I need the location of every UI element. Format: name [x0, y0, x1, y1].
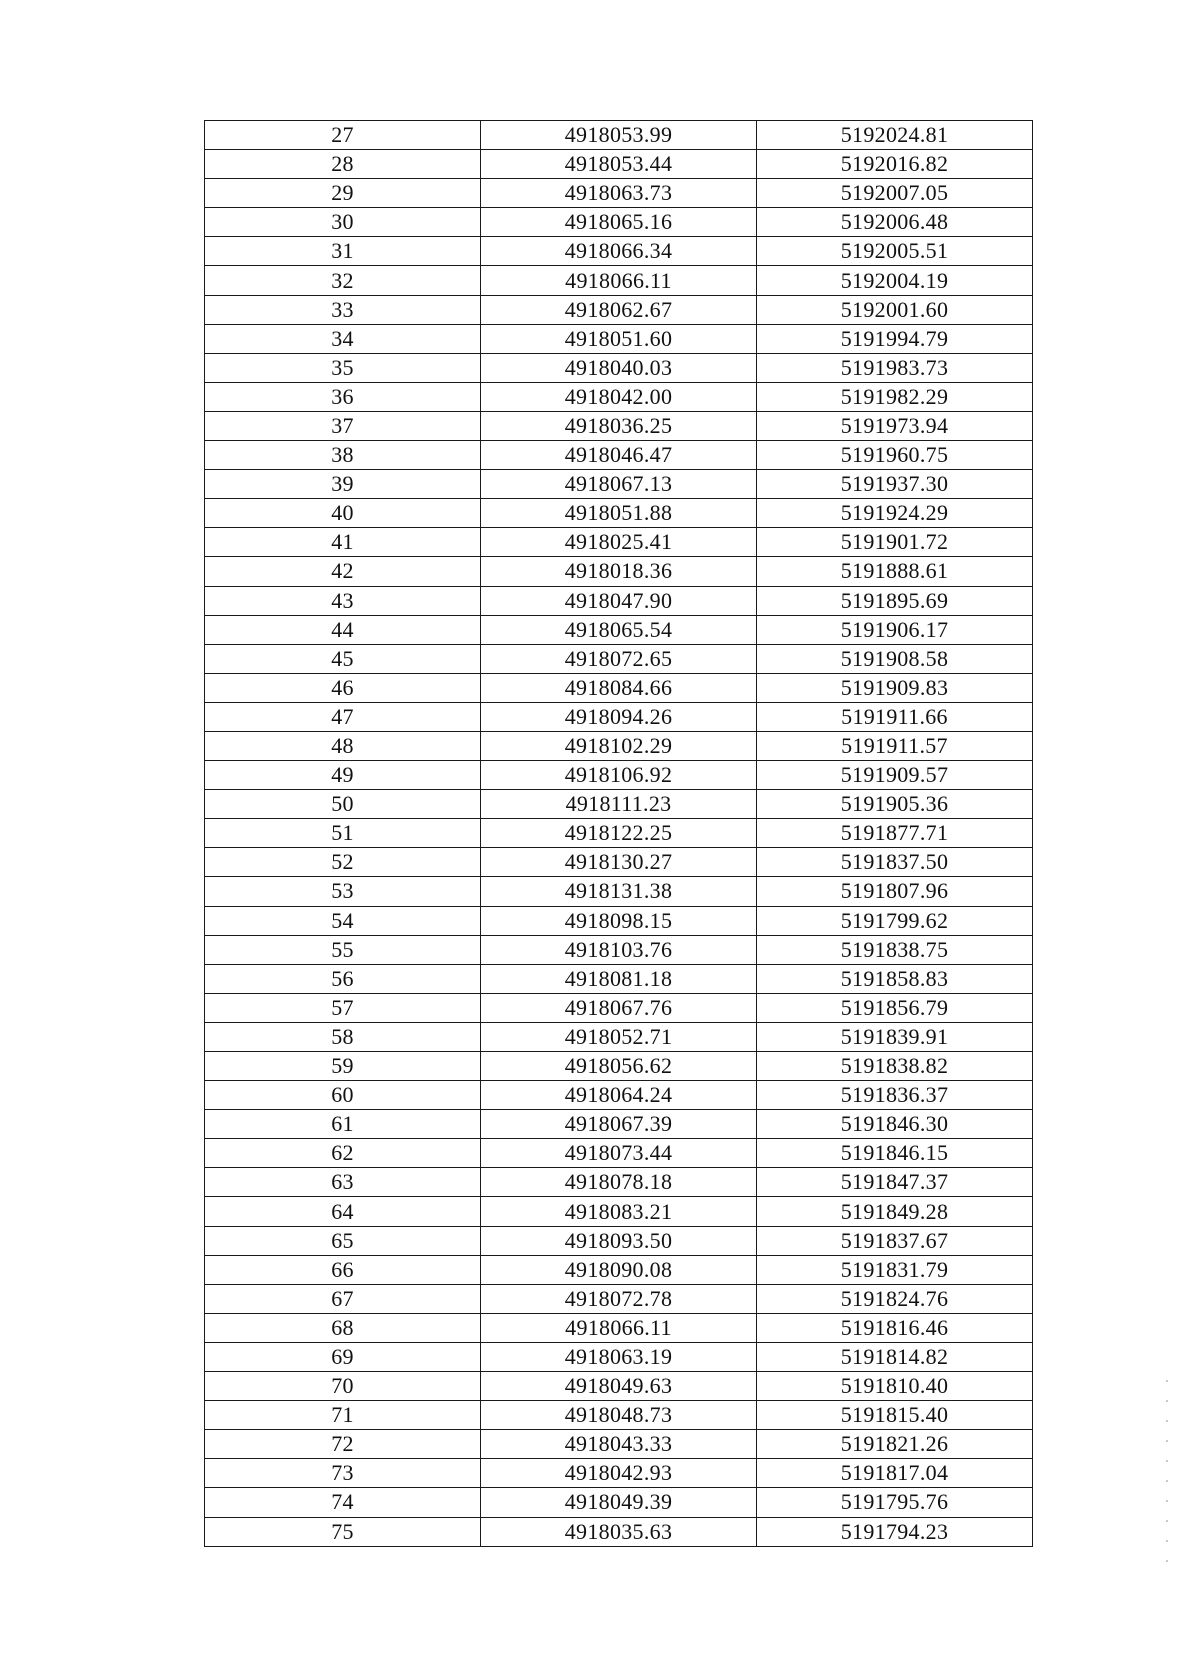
y-coordinate-cell: 5191906.17 [757, 615, 1033, 644]
table-row [205, 150, 1033, 179]
table-row [205, 266, 1033, 295]
x-coordinate-cell: 4918111.23 [481, 790, 757, 819]
x-coordinate-cell: 4918040.03 [481, 353, 757, 382]
point-number-cell: 30 [205, 208, 481, 237]
table-row [205, 1401, 1033, 1430]
point-number-cell: 38 [205, 441, 481, 470]
point-number-cell: 69 [205, 1342, 481, 1371]
table-row [205, 1139, 1033, 1168]
x-coordinate-cell: 4918067.76 [481, 993, 757, 1022]
x-coordinate-cell: 4918084.66 [481, 673, 757, 702]
table-row [205, 993, 1033, 1022]
table-row [205, 761, 1033, 790]
x-coordinate-cell: 4918049.63 [481, 1372, 757, 1401]
table-row [205, 1168, 1033, 1197]
point-number-cell: 29 [205, 179, 481, 208]
y-coordinate-cell: 5191901.72 [757, 528, 1033, 557]
x-coordinate-cell: 4918064.24 [481, 1081, 757, 1110]
y-coordinate-cell: 5191807.96 [757, 877, 1033, 906]
table-row [205, 1342, 1033, 1371]
table-row [205, 528, 1033, 557]
point-number-cell: 39 [205, 470, 481, 499]
point-number-cell: 34 [205, 324, 481, 353]
point-number-cell: 41 [205, 528, 481, 557]
x-coordinate-cell: 4918093.50 [481, 1226, 757, 1255]
point-number-cell: 54 [205, 906, 481, 935]
x-coordinate-cell: 4918062.67 [481, 295, 757, 324]
y-coordinate-cell: 5191814.82 [757, 1342, 1033, 1371]
x-coordinate-cell: 4918053.99 [481, 121, 757, 150]
point-number-cell: 71 [205, 1401, 481, 1430]
table-row [205, 790, 1033, 819]
point-number-cell: 43 [205, 586, 481, 615]
point-number-cell: 40 [205, 499, 481, 528]
x-coordinate-cell: 4918073.44 [481, 1139, 757, 1168]
y-coordinate-cell: 5191909.57 [757, 761, 1033, 790]
table-row [205, 1488, 1033, 1517]
table-row [205, 644, 1033, 673]
table-row [205, 324, 1033, 353]
point-number-cell: 33 [205, 295, 481, 324]
point-number-cell: 57 [205, 993, 481, 1022]
point-number-cell: 72 [205, 1430, 481, 1459]
y-coordinate-cell: 5191815.40 [757, 1401, 1033, 1430]
x-coordinate-cell: 4918042.93 [481, 1459, 757, 1488]
point-number-cell: 61 [205, 1110, 481, 1139]
x-coordinate-cell: 4918067.39 [481, 1110, 757, 1139]
point-number-cell: 47 [205, 702, 481, 731]
point-number-cell: 70 [205, 1372, 481, 1401]
y-coordinate-cell: 5191831.79 [757, 1255, 1033, 1284]
x-coordinate-cell: 4918098.15 [481, 906, 757, 935]
point-number-cell: 67 [205, 1284, 481, 1313]
table-row [205, 121, 1033, 150]
x-coordinate-cell: 4918018.36 [481, 557, 757, 586]
table-row [205, 1430, 1033, 1459]
y-coordinate-cell: 5191924.29 [757, 499, 1033, 528]
point-number-cell: 53 [205, 877, 481, 906]
x-coordinate-cell: 4918063.73 [481, 179, 757, 208]
x-coordinate-cell: 4918067.13 [481, 470, 757, 499]
x-coordinate-cell: 4918051.88 [481, 499, 757, 528]
x-coordinate-cell: 4918106.92 [481, 761, 757, 790]
x-coordinate-cell: 4918094.26 [481, 702, 757, 731]
table-row [205, 1081, 1033, 1110]
table-row [205, 1517, 1033, 1546]
table-row [205, 935, 1033, 964]
table-row [205, 1313, 1033, 1342]
point-number-cell: 56 [205, 964, 481, 993]
scan-margin-marks [1164, 1380, 1170, 1620]
y-coordinate-cell: 5191909.83 [757, 673, 1033, 702]
table-row [205, 382, 1033, 411]
point-number-cell: 45 [205, 644, 481, 673]
x-coordinate-cell: 4918063.19 [481, 1342, 757, 1371]
y-coordinate-cell: 5191911.57 [757, 731, 1033, 760]
point-number-cell: 32 [205, 266, 481, 295]
y-coordinate-cell: 5191849.28 [757, 1197, 1033, 1226]
coordinates-table-body [205, 121, 1033, 1547]
y-coordinate-cell: 5191858.83 [757, 964, 1033, 993]
table-row [205, 441, 1033, 470]
x-coordinate-cell: 4918051.60 [481, 324, 757, 353]
y-coordinate-cell: 5192007.05 [757, 179, 1033, 208]
y-coordinate-cell: 5191994.79 [757, 324, 1033, 353]
table-row [205, 731, 1033, 760]
x-coordinate-cell: 4918049.39 [481, 1488, 757, 1517]
table-row [205, 1255, 1033, 1284]
x-coordinate-cell: 4918043.33 [481, 1430, 757, 1459]
point-number-cell: 64 [205, 1197, 481, 1226]
y-coordinate-cell: 5191817.04 [757, 1459, 1033, 1488]
table-row [205, 1197, 1033, 1226]
y-coordinate-cell: 5192001.60 [757, 295, 1033, 324]
y-coordinate-cell: 5191816.46 [757, 1313, 1033, 1342]
x-coordinate-cell: 4918056.62 [481, 1052, 757, 1081]
y-coordinate-cell: 5191794.23 [757, 1517, 1033, 1546]
x-coordinate-cell: 4918103.76 [481, 935, 757, 964]
table-row [205, 1226, 1033, 1255]
point-number-cell: 59 [205, 1052, 481, 1081]
y-coordinate-cell: 5192016.82 [757, 150, 1033, 179]
table-row [205, 499, 1033, 528]
table-row [205, 1372, 1033, 1401]
point-number-cell: 28 [205, 150, 481, 179]
x-coordinate-cell: 4918066.11 [481, 1313, 757, 1342]
point-number-cell: 73 [205, 1459, 481, 1488]
table-row [205, 470, 1033, 499]
x-coordinate-cell: 4918048.73 [481, 1401, 757, 1430]
table-row [205, 295, 1033, 324]
x-coordinate-cell: 4918042.00 [481, 382, 757, 411]
table-row [205, 237, 1033, 266]
x-coordinate-cell: 4918130.27 [481, 848, 757, 877]
y-coordinate-cell: 5191888.61 [757, 557, 1033, 586]
table-row [205, 906, 1033, 935]
x-coordinate-cell: 4918102.29 [481, 731, 757, 760]
x-coordinate-cell: 4918122.25 [481, 819, 757, 848]
y-coordinate-cell: 5191795.76 [757, 1488, 1033, 1517]
table-row [205, 1052, 1033, 1081]
y-coordinate-cell: 5191911.66 [757, 702, 1033, 731]
table-row [205, 1022, 1033, 1051]
x-coordinate-cell: 4918052.71 [481, 1022, 757, 1051]
coordinates-table [204, 120, 1033, 1547]
y-coordinate-cell: 5191937.30 [757, 470, 1033, 499]
point-number-cell: 31 [205, 237, 481, 266]
point-number-cell: 27 [205, 121, 481, 150]
x-coordinate-cell: 4918035.63 [481, 1517, 757, 1546]
y-coordinate-cell: 5192024.81 [757, 121, 1033, 150]
y-coordinate-cell: 5191982.29 [757, 382, 1033, 411]
table-row [205, 353, 1033, 382]
y-coordinate-cell: 5192005.51 [757, 237, 1033, 266]
table-row [205, 179, 1033, 208]
point-number-cell: 66 [205, 1255, 481, 1284]
point-number-cell: 36 [205, 382, 481, 411]
table-row [205, 615, 1033, 644]
point-number-cell: 49 [205, 761, 481, 790]
x-coordinate-cell: 4918083.21 [481, 1197, 757, 1226]
table-row [205, 702, 1033, 731]
point-number-cell: 51 [205, 819, 481, 848]
x-coordinate-cell: 4918081.18 [481, 964, 757, 993]
point-number-cell: 48 [205, 731, 481, 760]
x-coordinate-cell: 4918065.16 [481, 208, 757, 237]
table-row [205, 557, 1033, 586]
point-number-cell: 42 [205, 557, 481, 586]
x-coordinate-cell: 4918078.18 [481, 1168, 757, 1197]
y-coordinate-cell: 5191810.40 [757, 1372, 1033, 1401]
x-coordinate-cell: 4918065.54 [481, 615, 757, 644]
y-coordinate-cell: 5191905.36 [757, 790, 1033, 819]
y-coordinate-cell: 5191856.79 [757, 993, 1033, 1022]
point-number-cell: 68 [205, 1313, 481, 1342]
y-coordinate-cell: 5191983.73 [757, 353, 1033, 382]
y-coordinate-cell: 5191846.30 [757, 1110, 1033, 1139]
x-coordinate-cell: 4918066.11 [481, 266, 757, 295]
table-row [205, 586, 1033, 615]
y-coordinate-cell: 5191908.58 [757, 644, 1033, 673]
y-coordinate-cell: 5191839.91 [757, 1022, 1033, 1051]
point-number-cell: 46 [205, 673, 481, 702]
point-number-cell: 62 [205, 1139, 481, 1168]
x-coordinate-cell: 4918025.41 [481, 528, 757, 557]
table-row [205, 819, 1033, 848]
x-coordinate-cell: 4918053.44 [481, 150, 757, 179]
point-number-cell: 50 [205, 790, 481, 819]
point-number-cell: 58 [205, 1022, 481, 1051]
y-coordinate-cell: 5191838.82 [757, 1052, 1033, 1081]
y-coordinate-cell: 5191877.71 [757, 819, 1033, 848]
y-coordinate-cell: 5191973.94 [757, 411, 1033, 440]
y-coordinate-cell: 5191847.37 [757, 1168, 1033, 1197]
y-coordinate-cell: 5191960.75 [757, 441, 1033, 470]
point-number-cell: 44 [205, 615, 481, 644]
point-number-cell: 74 [205, 1488, 481, 1517]
point-number-cell: 52 [205, 848, 481, 877]
x-coordinate-cell: 4918131.38 [481, 877, 757, 906]
y-coordinate-cell: 5191838.75 [757, 935, 1033, 964]
table-row [205, 848, 1033, 877]
y-coordinate-cell: 5191799.62 [757, 906, 1033, 935]
table-row [205, 411, 1033, 440]
point-number-cell: 60 [205, 1081, 481, 1110]
x-coordinate-cell: 4918047.90 [481, 586, 757, 615]
y-coordinate-cell: 5192004.19 [757, 266, 1033, 295]
x-coordinate-cell: 4918072.65 [481, 644, 757, 673]
table-row [205, 673, 1033, 702]
point-number-cell: 75 [205, 1517, 481, 1546]
x-coordinate-cell: 4918046.47 [481, 441, 757, 470]
y-coordinate-cell: 5191821.26 [757, 1430, 1033, 1459]
x-coordinate-cell: 4918066.34 [481, 237, 757, 266]
table-row [205, 964, 1033, 993]
table-row [205, 1110, 1033, 1139]
x-coordinate-cell: 4918072.78 [481, 1284, 757, 1313]
y-coordinate-cell: 5191837.50 [757, 848, 1033, 877]
point-number-cell: 37 [205, 411, 481, 440]
table-row [205, 1459, 1033, 1488]
point-number-cell: 55 [205, 935, 481, 964]
y-coordinate-cell: 5191895.69 [757, 586, 1033, 615]
y-coordinate-cell: 5191824.76 [757, 1284, 1033, 1313]
x-coordinate-cell: 4918036.25 [481, 411, 757, 440]
y-coordinate-cell: 5192006.48 [757, 208, 1033, 237]
point-number-cell: 63 [205, 1168, 481, 1197]
point-number-cell: 35 [205, 353, 481, 382]
y-coordinate-cell: 5191837.67 [757, 1226, 1033, 1255]
y-coordinate-cell: 5191846.15 [757, 1139, 1033, 1168]
table-row [205, 208, 1033, 237]
point-number-cell: 65 [205, 1226, 481, 1255]
table-row [205, 1284, 1033, 1313]
table-row [205, 877, 1033, 906]
x-coordinate-cell: 4918090.08 [481, 1255, 757, 1284]
y-coordinate-cell: 5191836.37 [757, 1081, 1033, 1110]
